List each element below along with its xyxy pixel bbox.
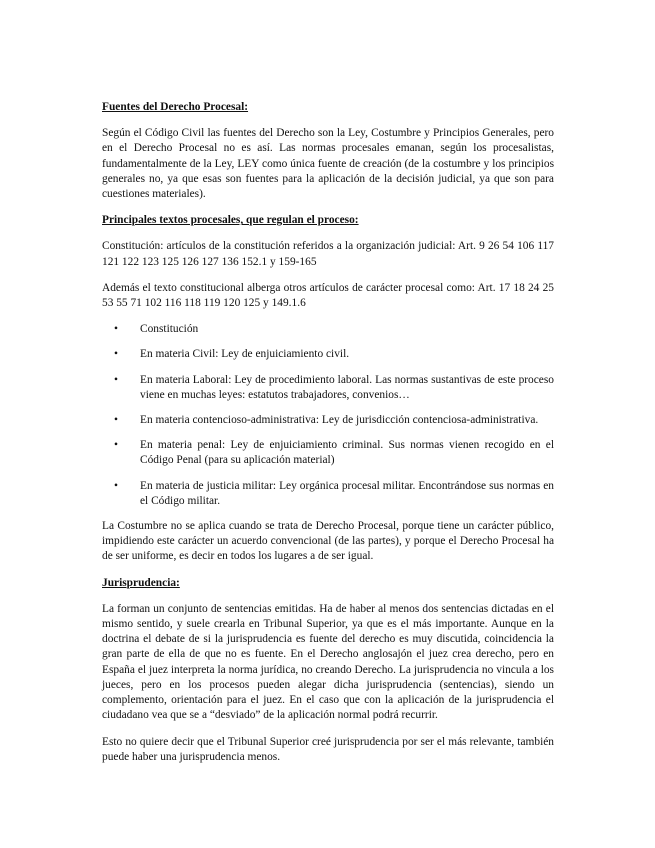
heading-textos-procesales: Principales textos procesales, que regulan el proceso: xyxy=(102,214,359,227)
paragraph-costumbre: La Costumbre no se aplica cuando se trata de Derecho Procesal, porque tiene un carácter público, impidiendo este carácter un acuerdo convencional (de las partes), y porque el Derecho Procesal ha de ser uniforme, es decir en todos los lugares a de ser igual. xyxy=(102,520,554,563)
heading-fuentes: Fuentes del Derecho Procesal: xyxy=(102,101,249,113)
paragraph-tribunal-superior: Esto no quiere decir que el Tribunal Superior creé jurisprudencia por ser el más relevante, también puede haber una jurisprudencia menos. xyxy=(102,735,554,763)
paragraph-jurisprudencia: La forman un conjunto de sentencias emitidas. Ha de haber al menos dos sentencias dictadas en el mismo sentido, y suele crearla en Tribunal Superior, ya que es el más importante. Aunque en la doctrina el debate de si la jurisprudencia es fuente del derecho es muy discutida, coincidencia la gran parte de ella de que no es fuente. En el Derecho anglosajón el juez crea derecho, pero en España el juez interpreta la norma jurídica, no creando Derecho. La jurisprudencia no vincula a los jueces, pero en los procesos pueden alegar dicha jurisprudencia (sentencias), siendo un complemento, orientación para el juez. En el caso que con la aplicación de la jurisprudencia el ciudadano vea que se a “desviado” de la aplicación normal podrá recurrir. xyxy=(102,602,554,722)
paragraph-articulos-procesales: Además el texto constitucional alberga otros artículos de carácter procesal como: Art. 17 18 24 25 53 55 71 102 116 118 119 120 125 y 149.1.6 xyxy=(102,281,554,310)
bullet-icon: • xyxy=(114,348,118,361)
list-item xyxy=(102,479,554,509)
list-item-text: Constitución xyxy=(140,323,199,336)
paragraph-fuentes: Según el Código Civil las fuentes del Derecho son la Ley, Costumbre y Principios Generales, pero en el Derecho Procesal no es así. Las normas procesales emanan, según los procesalistas, fundamentalmente de la Ley, LEY como única fuente de creación (de la costumbre y los principios generales no, ya que esas son fuentes para la aplicación de la decisión judicial, ya que son para cuestiones materiales). xyxy=(102,127,554,201)
bullet-icon: • xyxy=(114,323,118,336)
bullet-list-normas xyxy=(102,322,554,509)
list-item-text: En materia penal: Ley de enjuiciamiento criminal. Sus normas vienen recogido en el Código Penal (para su aplicación material) xyxy=(140,439,554,467)
bullet-icon: • xyxy=(114,479,118,492)
paragraph-constitucion: Constitución: artículos de la constitución referidos a la organización judicial: Art. 9 26 54 106 117 121 122 123 125 126 127 136 152.1 y 159-165 xyxy=(102,240,554,268)
bullet-icon: • xyxy=(114,373,118,386)
document-page xyxy=(102,100,554,776)
list-item-text: En materia contencioso-administrativa: Ley de jurisdicción contenciosa-administrativa. xyxy=(140,414,539,427)
bullet-icon: • xyxy=(114,414,118,427)
heading-jurisprudencia: Jurisprudencia: xyxy=(102,576,180,589)
list-item-text: En materia Civil: Ley de enjuiciamiento civil. xyxy=(140,348,350,361)
list-item xyxy=(102,413,554,428)
bullet-icon: • xyxy=(114,439,118,452)
list-item xyxy=(102,347,554,362)
list-item xyxy=(102,322,554,337)
list-item xyxy=(102,373,554,403)
list-item-text: En materia Laboral: Ley de procedimiento laboral. Las normas sustantivas de este proceso viene en muchas leyes: estatutos trabajadores, convenios… xyxy=(140,373,554,401)
list-item-text: En materia de justicia militar: Ley orgánica procesal militar. Encontrándose sus normas en el Código militar. xyxy=(140,479,554,507)
list-item xyxy=(102,438,554,468)
